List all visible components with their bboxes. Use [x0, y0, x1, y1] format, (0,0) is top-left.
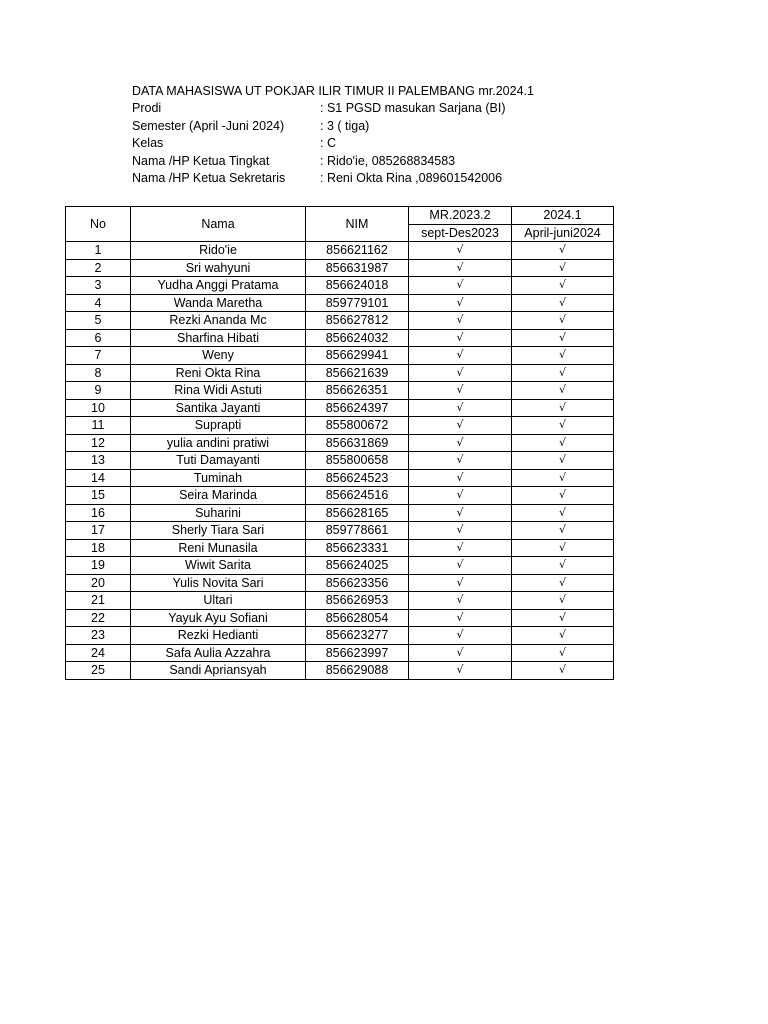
- header-nim: NIM: [306, 207, 409, 242]
- table-row: [66, 487, 614, 505]
- cell-check-period-2: √: [512, 329, 614, 347]
- cell-check-period-1: √: [409, 662, 512, 680]
- table-row: [66, 277, 614, 295]
- cell-check-period-2: √: [512, 382, 614, 400]
- cell-check-period-1: √: [409, 504, 512, 522]
- cell-check-period-2: √: [512, 487, 614, 505]
- cell-nama: Sandi Apriansyah: [131, 662, 306, 680]
- cell-check-period-2: √: [512, 434, 614, 452]
- cell-nim: 856623331: [306, 539, 409, 557]
- cell-nama: Wiwit Sarita: [131, 557, 306, 575]
- cell-check-period-1: √: [409, 609, 512, 627]
- cell-nim: 856628165: [306, 504, 409, 522]
- cell-check-period-1: √: [409, 469, 512, 487]
- cell-nim: 855800658: [306, 452, 409, 470]
- table-row: [66, 557, 614, 575]
- table-row: [66, 539, 614, 557]
- cell-check-period-1: √: [409, 259, 512, 277]
- field-ketua-tingkat: [132, 153, 534, 171]
- cell-no: 7: [66, 347, 131, 365]
- cell-check-period-1: √: [409, 434, 512, 452]
- cell-nama: Safa Aulia Azzahra: [131, 644, 306, 662]
- cell-check-period-2: √: [512, 417, 614, 435]
- cell-nim: 856631987: [306, 259, 409, 277]
- cell-no: 8: [66, 364, 131, 382]
- cell-nim: 856624516: [306, 487, 409, 505]
- field-label: Prodi: [132, 101, 162, 115]
- cell-nim: 856623277: [306, 627, 409, 645]
- cell-check-period-1: √: [409, 277, 512, 295]
- table-row: [66, 259, 614, 277]
- field-prodi: [132, 100, 534, 118]
- cell-check-period-2: √: [512, 522, 614, 540]
- cell-nama: Santika Jayanti: [131, 399, 306, 417]
- cell-no: 3: [66, 277, 131, 295]
- field-value: : 3 ( tiga): [320, 118, 370, 133]
- cell-nama: Weny: [131, 347, 306, 365]
- field-semester: [132, 118, 534, 136]
- cell-nama: Ultari: [131, 592, 306, 610]
- cell-nim: 856624032: [306, 329, 409, 347]
- table-row: [66, 242, 614, 260]
- field-label: Nama /HP Ketua Tingkat: [132, 153, 270, 168]
- cell-nama: Tuti Damayanti: [131, 452, 306, 470]
- cell-check-period-2: √: [512, 399, 614, 417]
- table-row: [66, 592, 614, 610]
- cell-nama: Rido'ie: [131, 242, 306, 260]
- cell-no: 15: [66, 487, 131, 505]
- cell-no: 2: [66, 259, 131, 277]
- cell-nim: 856623997: [306, 644, 409, 662]
- cell-check-period-2: √: [512, 469, 614, 487]
- table-row: [66, 609, 614, 627]
- field-label: Nama /HP Ketua Sekretaris: [132, 171, 286, 186]
- table-row: [66, 364, 614, 382]
- table-row: [66, 382, 614, 400]
- table-row: [66, 574, 614, 592]
- cell-check-period-1: √: [409, 294, 512, 312]
- cell-check-period-2: √: [512, 609, 614, 627]
- table-row: [66, 347, 614, 365]
- cell-nama: Sherly Tiara Sari: [131, 522, 306, 540]
- cell-no: 14: [66, 469, 131, 487]
- cell-no: 25: [66, 662, 131, 680]
- cell-check-period-1: √: [409, 452, 512, 470]
- cell-nim: 856627812: [306, 312, 409, 330]
- cell-nim: 856624523: [306, 469, 409, 487]
- cell-nama: Yayuk Ayu Sofiani: [131, 609, 306, 627]
- cell-no: 5: [66, 312, 131, 330]
- cell-check-period-1: √: [409, 644, 512, 662]
- cell-check-period-1: √: [409, 347, 512, 365]
- student-table: [65, 206, 614, 680]
- cell-nama: Seira Marinda: [131, 487, 306, 505]
- cell-check-period-2: √: [512, 539, 614, 557]
- cell-no: 1: [66, 242, 131, 260]
- cell-check-period-1: √: [409, 592, 512, 610]
- cell-check-period-2: √: [512, 294, 614, 312]
- cell-nama: Reni Munasila: [131, 539, 306, 557]
- field-value: : S1 PGSD masukan Sarjana (BI): [320, 101, 506, 115]
- cell-check-period-1: √: [409, 627, 512, 645]
- cell-no: 12: [66, 434, 131, 452]
- cell-nim: 856621162: [306, 242, 409, 260]
- cell-check-period-1: √: [409, 382, 512, 400]
- cell-nama: Yudha Anggi Pratama: [131, 277, 306, 295]
- cell-nama: Reni Okta Rina: [131, 364, 306, 382]
- cell-no: 18: [66, 539, 131, 557]
- cell-check-period-1: √: [409, 487, 512, 505]
- cell-no: 6: [66, 329, 131, 347]
- cell-nim: 856624025: [306, 557, 409, 575]
- cell-no: 17: [66, 522, 131, 540]
- field-label: Kelas: [132, 136, 164, 151]
- cell-no: 10: [66, 399, 131, 417]
- cell-no: 22: [66, 609, 131, 627]
- cell-no: 4: [66, 294, 131, 312]
- table-row: [66, 452, 614, 470]
- header-period-1-range: sept-Des2023: [409, 224, 512, 242]
- table-row: [66, 417, 614, 435]
- table-row: [66, 329, 614, 347]
- cell-check-period-2: √: [512, 592, 614, 610]
- table-row: [66, 644, 614, 662]
- cell-check-period-1: √: [409, 522, 512, 540]
- table-header: [66, 207, 614, 242]
- cell-check-period-1: √: [409, 574, 512, 592]
- cell-nim: 856629088: [306, 662, 409, 680]
- cell-nim: 859779101: [306, 294, 409, 312]
- cell-check-period-2: √: [512, 259, 614, 277]
- cell-check-period-1: √: [409, 329, 512, 347]
- cell-check-period-2: √: [512, 557, 614, 575]
- cell-nim: 856621639: [306, 364, 409, 382]
- table-row: [66, 522, 614, 540]
- header-period-2: 2024.1: [512, 207, 614, 225]
- cell-check-period-2: √: [512, 644, 614, 662]
- cell-nim: 856629941: [306, 347, 409, 365]
- table-row: [66, 294, 614, 312]
- document-title: DATA MAHASISWA UT POKJAR ILIR TIMUR II PALEMBANG mr.2024.1: [132, 84, 534, 98]
- cell-nim: 856626953: [306, 592, 409, 610]
- cell-nim: 855800672: [306, 417, 409, 435]
- cell-nama: Rezki Hedianti: [131, 627, 306, 645]
- cell-check-period-1: √: [409, 312, 512, 330]
- cell-check-period-2: √: [512, 504, 614, 522]
- cell-nama: Suprapti: [131, 417, 306, 435]
- field-kelas: [132, 135, 534, 153]
- cell-no: 21: [66, 592, 131, 610]
- table-row: [66, 434, 614, 452]
- cell-nama: yulia andini pratiwi: [131, 434, 306, 452]
- table-row: [66, 399, 614, 417]
- field-ketua-sekretaris: [132, 170, 534, 188]
- cell-nama: Sharfina Hibati: [131, 329, 306, 347]
- cell-nim: 856624397: [306, 399, 409, 417]
- cell-no: 16: [66, 504, 131, 522]
- document-header: [132, 83, 534, 188]
- cell-nim: 856623356: [306, 574, 409, 592]
- cell-check-period-2: √: [512, 574, 614, 592]
- header-period-2-range: April-juni2024: [512, 224, 614, 242]
- table-row: [66, 469, 614, 487]
- cell-no: 11: [66, 417, 131, 435]
- cell-nama: Yulis Novita Sari: [131, 574, 306, 592]
- cell-no: 23: [66, 627, 131, 645]
- cell-no: 13: [66, 452, 131, 470]
- table-row: [66, 504, 614, 522]
- cell-check-period-2: √: [512, 452, 614, 470]
- table-body: [66, 242, 614, 680]
- cell-check-period-2: √: [512, 312, 614, 330]
- table-row: [66, 662, 614, 680]
- cell-check-period-1: √: [409, 557, 512, 575]
- cell-no: 20: [66, 574, 131, 592]
- header-nama: Nama: [131, 207, 306, 242]
- field-value: : Reni Okta Rina ,089601542006: [320, 171, 503, 186]
- table-row: [66, 312, 614, 330]
- cell-nama: Tuminah: [131, 469, 306, 487]
- field-value: : C: [320, 136, 336, 151]
- cell-nim: 856631869: [306, 434, 409, 452]
- cell-check-period-1: √: [409, 539, 512, 557]
- cell-check-period-1: √: [409, 417, 512, 435]
- cell-nim: 856624018: [306, 277, 409, 295]
- cell-nama: Sri wahyuni: [131, 259, 306, 277]
- cell-nama: Wanda Maretha: [131, 294, 306, 312]
- cell-check-period-2: √: [512, 347, 614, 365]
- cell-nim: 856626351: [306, 382, 409, 400]
- header-period-1: MR.2023.2: [409, 207, 512, 225]
- cell-check-period-2: √: [512, 662, 614, 680]
- cell-nim: 856628054: [306, 609, 409, 627]
- cell-check-period-2: √: [512, 627, 614, 645]
- field-label: Semester (April -Juni 2024): [132, 118, 285, 133]
- cell-check-period-1: √: [409, 399, 512, 417]
- cell-no: 19: [66, 557, 131, 575]
- cell-nama: Rina Widi Astuti: [131, 382, 306, 400]
- cell-no: 24: [66, 644, 131, 662]
- cell-check-period-1: √: [409, 364, 512, 382]
- cell-check-period-2: √: [512, 364, 614, 382]
- cell-check-period-1: √: [409, 242, 512, 260]
- table-row: [66, 627, 614, 645]
- cell-nama: Rezki Ananda Mc: [131, 312, 306, 330]
- cell-check-period-2: √: [512, 242, 614, 260]
- cell-nama: Suharini: [131, 504, 306, 522]
- header-no: No: [66, 207, 131, 242]
- cell-nim: 859778661: [306, 522, 409, 540]
- field-value: : Rido'ie, 085268834583: [320, 153, 456, 168]
- cell-no: 9: [66, 382, 131, 400]
- cell-check-period-2: √: [512, 277, 614, 295]
